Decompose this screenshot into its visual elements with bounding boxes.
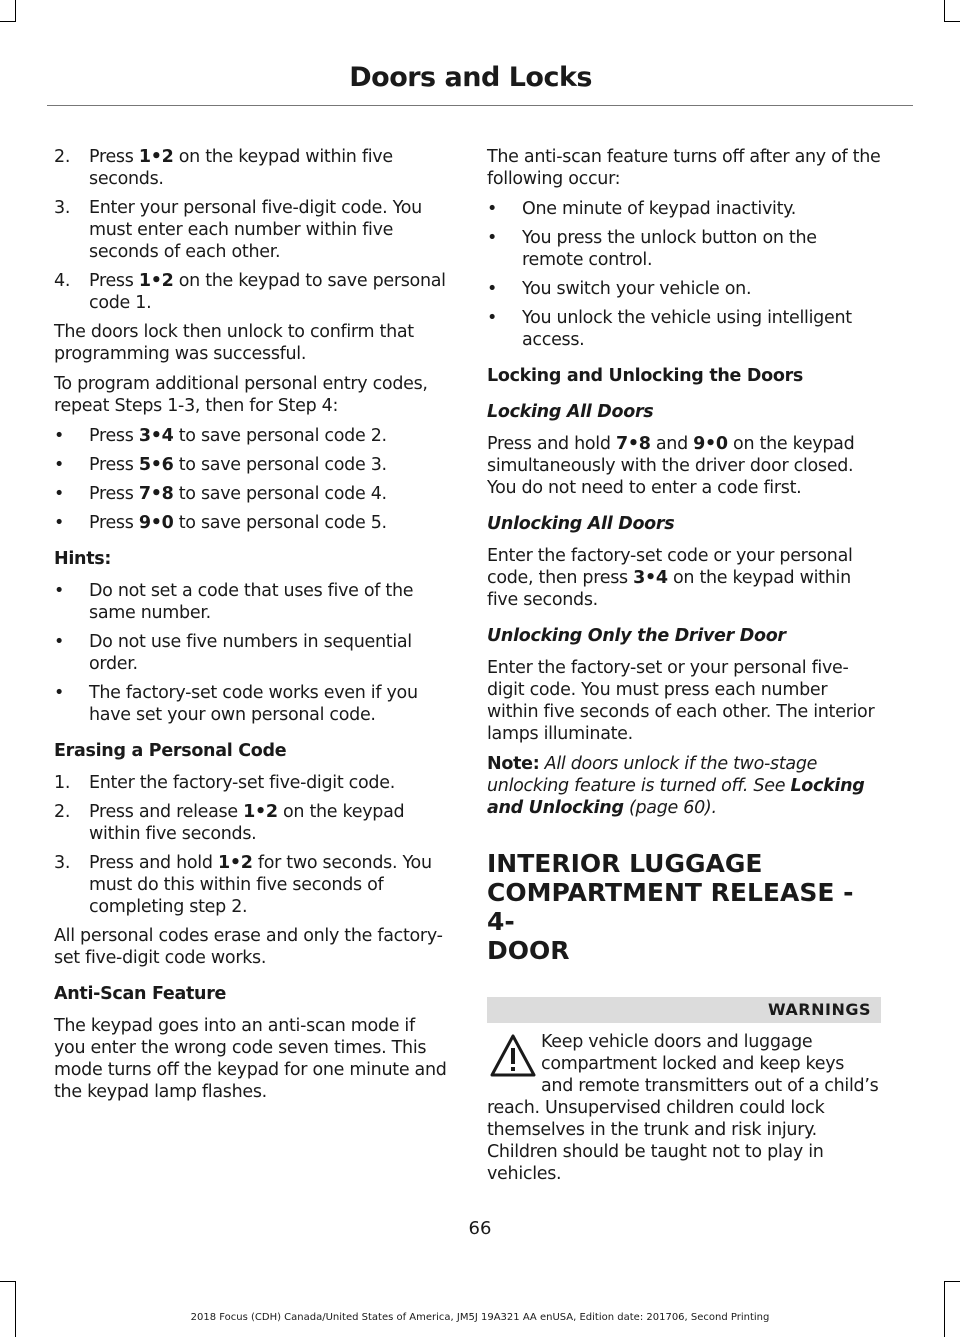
step-text: on the keypad within five seconds. <box>89 802 405 844</box>
numbered-step <box>54 270 448 314</box>
key-combo: 1•2 <box>138 271 174 291</box>
step-text: Enter your personal five-digit code. You must enter each number within five seconds of each other. <box>89 198 422 262</box>
note <box>487 753 881 819</box>
step-text: Press <box>89 271 139 291</box>
bullet-text: The factory-set code works even if you have set your own personal code. <box>89 683 418 725</box>
crop-mark <box>944 21 960 22</box>
step-text: on the keypad within five seconds. <box>89 147 393 189</box>
text-run: on the keypad simultaneously with the driver door closed. You do not need to enter a code first. <box>487 434 855 498</box>
step-text: Press <box>89 147 139 167</box>
crop-mark <box>15 0 16 22</box>
step-text: on the keypad to save personal code 1. <box>89 271 446 313</box>
unlock-all-heading: Unlocking All Doors <box>487 514 675 534</box>
numbered-step <box>54 801 448 845</box>
paragraph <box>487 545 881 611</box>
bullet-text: You press the unlock button on the remote control. <box>522 228 817 270</box>
warnings-bar: WARNINGS <box>487 997 881 1023</box>
paragraph <box>487 433 881 499</box>
key-combo: 5•6 <box>138 455 174 475</box>
warning-box <box>487 1031 881 1185</box>
key-combo: 9•0 <box>693 434 728 454</box>
bullet-marker: • <box>54 632 65 652</box>
locking-heading: Locking and Unlocking the Doors <box>487 366 804 386</box>
warning-triangle-icon <box>489 1033 537 1079</box>
step-number: 3. <box>54 198 71 218</box>
bullet-text: You switch your vehicle on. <box>522 279 752 299</box>
bullet-text: Press <box>89 513 139 533</box>
bullet-text: Press <box>89 426 139 446</box>
left-column <box>54 146 448 1111</box>
right-column <box>487 146 881 1185</box>
page-number: 66 <box>468 1218 492 1239</box>
crop-mark <box>0 21 16 22</box>
bullet-item <box>487 227 881 271</box>
page-header-title: Doors and Locks <box>349 62 592 93</box>
section-heading-line: COMPARTMENT RELEASE - 4- <box>487 878 854 936</box>
step-number: 2. <box>54 802 71 822</box>
bullet-item <box>54 682 448 726</box>
erase-heading: Erasing a Personal Code <box>54 741 287 761</box>
step-text: Enter the factory-set five-digit code. <box>89 773 395 793</box>
key-combo: 3•4 <box>138 426 174 446</box>
numbered-step <box>54 852 448 918</box>
step-text: for two seconds. You must do this within five seconds of completing step 2. <box>89 853 432 917</box>
key-combo: 1•2 <box>217 853 253 873</box>
numbered-step <box>54 146 448 190</box>
step-number: 2. <box>54 147 71 167</box>
paragraph: The keypad goes into an anti-scan mode if you enter the wrong code seven times. This mode turns off the keypad for one minute and the keypad lamp flashes. <box>54 1016 447 1102</box>
note-text: All doors unlock if the two-stage unlocking feature is turned off. See <box>487 754 818 796</box>
step-number: 4. <box>54 271 71 291</box>
key-combo: 1•2 <box>243 802 278 822</box>
warning-text: Keep vehicle doors and luggage compartment locked and keep keys and remote transmitters out of a child’s reach. Unsupervised children could lock themselves in the trunk and risk injury. Children should be taught not to play in vehicles. <box>487 1032 879 1184</box>
text-run: Press and hold <box>487 434 616 454</box>
bullet-item <box>54 631 448 675</box>
bullet-marker: • <box>54 455 65 475</box>
bullet-marker: • <box>54 683 65 703</box>
key-combo: 7•8 <box>138 484 174 504</box>
text-run: on the keypad within five seconds. <box>487 568 851 610</box>
bullet-item <box>54 512 448 534</box>
step-number: 1. <box>54 773 71 793</box>
bullet-item <box>487 307 881 351</box>
bullet-item <box>54 454 448 476</box>
crop-mark <box>944 1281 945 1337</box>
text-run: and <box>650 434 694 454</box>
bullet-marker: • <box>54 581 65 601</box>
note-label: Note: <box>487 754 540 774</box>
paragraph: To program additional personal entry codes, repeat Steps 1-3, then for Step 4: <box>54 374 428 416</box>
key-combo: 3•4 <box>633 568 668 588</box>
bullet-item <box>54 483 448 505</box>
paragraph: All personal codes erase and only the factory-set five-digit code works. <box>54 926 443 968</box>
bullet-item <box>54 580 448 624</box>
step-text: Press and hold <box>89 853 218 873</box>
bullet-marker: • <box>487 279 498 299</box>
bullet-marker: • <box>487 199 498 219</box>
section-heading-line: DOOR <box>487 936 570 965</box>
header-rule <box>47 105 913 106</box>
key-combo: 1•2 <box>138 147 174 167</box>
bullet-text: Press <box>89 455 139 475</box>
paragraph: The doors lock then unlock to confirm that programming was successful. <box>54 322 414 364</box>
lock-all-heading: Locking All Doors <box>487 402 654 422</box>
bullet-marker: • <box>54 426 65 446</box>
bullet-item <box>487 278 881 300</box>
crop-mark <box>0 1281 16 1282</box>
key-combo: 9•0 <box>138 513 174 533</box>
crop-mark <box>944 1281 960 1282</box>
bullet-marker: • <box>487 308 498 328</box>
bullet-text: Press <box>89 484 139 504</box>
step-number: 3. <box>54 853 71 873</box>
key-combo: 7•8 <box>615 434 651 454</box>
crop-mark <box>15 1281 16 1337</box>
numbered-step <box>54 772 448 794</box>
bullet-item <box>487 198 881 220</box>
paragraph: Enter the factory-set or your personal five-digit code. You must press each number within five seconds of each other. The interior lamps illuminate. <box>487 658 875 744</box>
bullet-text: to save personal code 2. <box>173 426 387 446</box>
bullet-item <box>54 425 448 447</box>
bullet-marker: • <box>54 513 65 533</box>
text-run: Enter the factory-set code or your personal code, then press <box>487 546 853 588</box>
hints-heading: Hints: <box>54 549 112 569</box>
footer-text: 2018 Focus (CDH) Canada/United States of America, JM5J 19A321 AA enUSA, Edition date: 201706, Second Printing <box>190 1312 770 1323</box>
section-heading <box>487 849 881 965</box>
numbered-step <box>54 197 448 263</box>
bullet-text: Do not use five numbers in sequential order. <box>89 632 412 674</box>
paragraph: The anti-scan feature turns off after any of the following occur: <box>487 147 881 189</box>
step-text: Press and release <box>89 802 244 822</box>
bullet-text: to save personal code 4. <box>173 484 387 504</box>
crop-mark <box>944 0 945 22</box>
unlock-driver-heading: Unlocking Only the Driver Door <box>487 626 786 646</box>
bullet-text: One minute of keypad inactivity. <box>522 199 796 219</box>
page-reference: (page 60). <box>623 798 717 818</box>
bullet-text: to save personal code 3. <box>173 455 387 475</box>
bullet-text: Do not set a code that uses five of the same number. <box>89 581 414 623</box>
bullet-text: to save personal code 5. <box>173 513 387 533</box>
cross-reference-link[interactable]: Locking and Unlocking <box>487 776 865 818</box>
bullet-marker: • <box>54 484 65 504</box>
bullet-marker: • <box>487 228 498 248</box>
bullet-text: You unlock the vehicle using intelligent access. <box>522 308 852 350</box>
antiscan-heading: Anti-Scan Feature <box>54 984 227 1004</box>
section-heading-line: INTERIOR LUGGAGE <box>487 849 763 878</box>
